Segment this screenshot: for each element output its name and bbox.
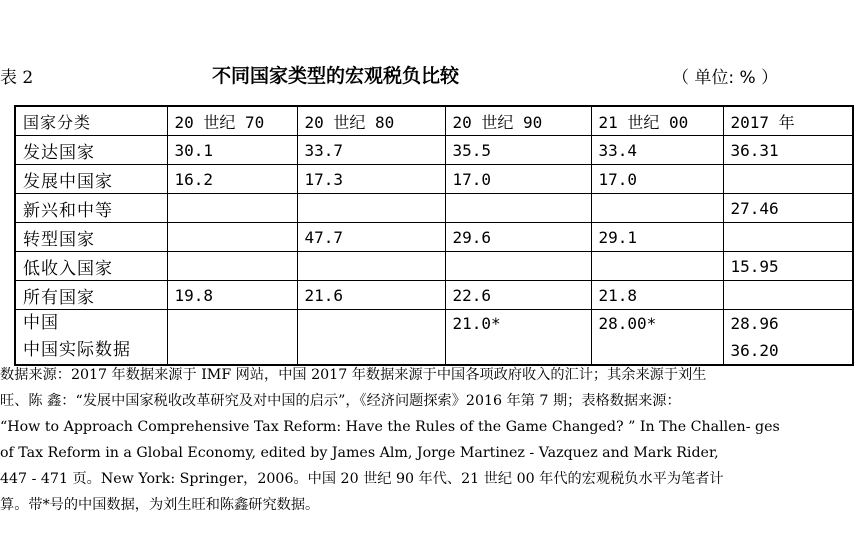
table-cell: 29.1 xyxy=(591,223,723,252)
row-label: 转型国家 xyxy=(15,223,167,252)
table-cell xyxy=(297,194,445,223)
table-cell: 22.6 xyxy=(445,281,591,310)
table-cell xyxy=(723,310,853,366)
table-title: 不同国家类型的宏观税负比较 xyxy=(212,65,460,87)
row-label-line: 中国实际数据 xyxy=(23,340,131,360)
column-header: 20 世纪 70 xyxy=(167,106,297,136)
row-label xyxy=(15,310,167,366)
table-cell xyxy=(591,194,723,223)
row-label: 新兴和中等 xyxy=(15,194,167,223)
table-label: 表 2 xyxy=(0,68,34,88)
table-cell: 33.4 xyxy=(591,136,723,165)
table-row xyxy=(15,165,853,194)
table-cell: 15.95 xyxy=(723,252,853,281)
table-row xyxy=(15,223,853,252)
row-label: 低收入国家 xyxy=(15,252,167,281)
table-cell: 33.7 xyxy=(297,136,445,165)
note-line: of Tax Reform in a Global Economy, edited by James Alm, Jorge Martinez - Vazquez and Mark Rider, xyxy=(0,445,719,461)
row-label-line: 中国 xyxy=(23,313,59,333)
table-cell xyxy=(297,310,445,366)
table-cell xyxy=(167,223,297,252)
note-line: 447 - 471 页。New York: Springer，2006。中国 20 世纪 90 年代、21 世纪 00 年代的宏观税负水平为笔者计 xyxy=(0,471,724,487)
table-row xyxy=(15,281,853,310)
note-line: “How to Approach Comprehensive Tax Reform: Have the Rules of the Game Changed? ” In The Challen- ges xyxy=(0,419,780,435)
table-cell: 21.6 xyxy=(297,281,445,310)
table-cell: 29.6 xyxy=(445,223,591,252)
tax-burden-table xyxy=(14,105,854,366)
table-cell-line: 36.20 xyxy=(730,341,779,360)
table-cell xyxy=(445,194,591,223)
table-cell xyxy=(723,165,853,194)
table-cell: 17.0 xyxy=(591,165,723,194)
table-cell: 28.00* xyxy=(591,310,723,366)
table-header-row xyxy=(15,106,853,136)
column-header: 20 世纪 90 xyxy=(445,106,591,136)
table-cell xyxy=(167,252,297,281)
table-cell xyxy=(723,223,853,252)
row-label: 发达国家 xyxy=(15,136,167,165)
row-label: 所有国家 xyxy=(15,281,167,310)
table-cell: 47.7 xyxy=(297,223,445,252)
note-line: 旺、陈 鑫：“发展中国家税收改革研究及对中国的启示”，《经济问题探索》2016 年第 7 期；表格数据来源： xyxy=(0,393,681,409)
table-cell xyxy=(297,252,445,281)
table-row xyxy=(15,194,853,223)
unit-label: （ 单位: % ） xyxy=(672,68,779,88)
table-row xyxy=(15,310,853,366)
table-cell: 35.5 xyxy=(445,136,591,165)
note-line: 数据来源：2017 年数据来源于 IMF 网站，中国 2017 年数据来源于中国各项政府收入的汇计；其余来源于刘生 xyxy=(0,367,707,383)
table-cell: 27.46 xyxy=(723,194,853,223)
table-cell: 30.1 xyxy=(167,136,297,165)
table-cell xyxy=(445,252,591,281)
note-line: 算。带*号的中国数据，为刘生旺和陈鑫研究数据。 xyxy=(0,497,320,513)
table-cell xyxy=(591,252,723,281)
table-cell: 17.3 xyxy=(297,165,445,194)
table-row xyxy=(15,136,853,165)
source-note xyxy=(0,362,865,518)
table-cell xyxy=(167,310,297,366)
table-cell xyxy=(723,281,853,310)
table-row xyxy=(15,252,853,281)
table-cell: 21.8 xyxy=(591,281,723,310)
table-cell xyxy=(167,194,297,223)
row-label: 发展中国家 xyxy=(15,165,167,194)
column-header: 20 世纪 80 xyxy=(297,106,445,136)
table-cell: 19.8 xyxy=(167,281,297,310)
column-header: 2017 年 xyxy=(723,106,853,136)
column-header: 21 世纪 00 xyxy=(591,106,723,136)
table-cell: 36.31 xyxy=(723,136,853,165)
table-cell: 16.2 xyxy=(167,165,297,194)
table-cell-line: 28.96 xyxy=(730,314,779,333)
table-cell: 17.0 xyxy=(445,165,591,194)
table-cell: 21.0* xyxy=(445,310,591,366)
column-header: 国家分类 xyxy=(15,106,167,136)
